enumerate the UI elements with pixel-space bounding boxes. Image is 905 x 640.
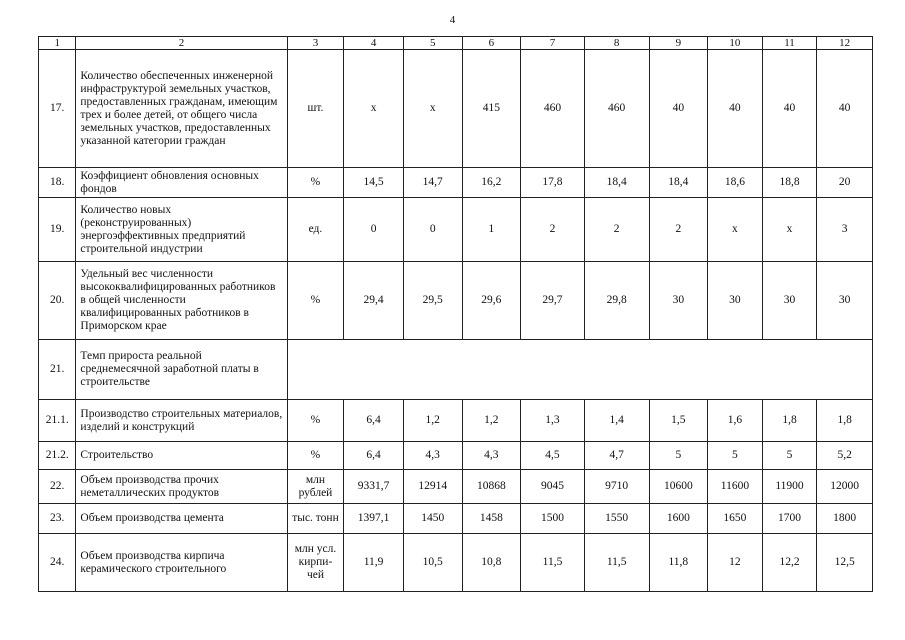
column-header: 8 <box>584 37 649 50</box>
value-cell: 20 <box>817 168 873 198</box>
value-cell: 460 <box>584 50 649 168</box>
value-cell: х <box>708 198 763 262</box>
unit-cell: млн рублей <box>287 470 344 504</box>
value-cell: 1,8 <box>817 400 873 442</box>
column-header: 9 <box>649 37 708 50</box>
value-cell: 11,9 <box>344 534 404 592</box>
row-number: 21.1. <box>39 400 76 442</box>
value-cell: 11900 <box>762 470 817 504</box>
value-cell: 12,2 <box>762 534 817 592</box>
value-cell: 5 <box>649 442 708 470</box>
indicator-name: Коэффициент обновления основных фондов <box>76 168 287 198</box>
value-cell: 6,4 <box>344 400 404 442</box>
row-number: 22. <box>39 470 76 504</box>
value-cell: 11,8 <box>649 534 708 592</box>
column-header: 2 <box>76 37 287 50</box>
value-cell: 18,4 <box>649 168 708 198</box>
indicator-name: Количество новых (реконструированных) энергоэффективных предприятий строительной индустрии <box>76 198 287 262</box>
value-cell: 4,3 <box>462 442 521 470</box>
column-header: 6 <box>462 37 521 50</box>
table-row <box>39 442 873 470</box>
value-cell: 40 <box>762 50 817 168</box>
value-cell: 12000 <box>817 470 873 504</box>
value-cell: 1,6 <box>708 400 763 442</box>
indicator-name: Темп прироста реальной среднемесячной заработной платы в строительстве <box>76 340 287 400</box>
value-cell: 40 <box>649 50 708 168</box>
value-cell: 1,8 <box>762 400 817 442</box>
value-cell: 1397,1 <box>344 504 404 534</box>
indicator-name: Строительство <box>76 442 287 470</box>
value-cell: 1,2 <box>462 400 521 442</box>
value-cell: 0 <box>344 198 404 262</box>
value-cell: 9710 <box>584 470 649 504</box>
value-cell: 1800 <box>817 504 873 534</box>
value-cell: х <box>762 198 817 262</box>
value-cell: 18,4 <box>584 168 649 198</box>
value-cell: 4,5 <box>521 442 585 470</box>
indicator-name: Удельный вес численности высококвалифицированных работников в общей численности квалифицированных работников в Приморском крае <box>76 262 287 340</box>
value-cell: 1,3 <box>521 400 585 442</box>
value-cell: 0 <box>403 198 462 262</box>
indicator-name: Объем производства цемента <box>76 504 287 534</box>
value-cell: 40 <box>708 50 763 168</box>
column-header: 3 <box>287 37 344 50</box>
unit-cell: % <box>287 262 344 340</box>
value-cell: 18,8 <box>762 168 817 198</box>
value-cell: 1500 <box>521 504 585 534</box>
value-cell: 1,2 <box>403 400 462 442</box>
value-cell: 12914 <box>403 470 462 504</box>
column-header: 7 <box>521 37 585 50</box>
unit-cell: шт. <box>287 50 344 168</box>
table-row <box>39 400 873 442</box>
value-cell: 14,5 <box>344 168 404 198</box>
value-cell: 29,5 <box>403 262 462 340</box>
value-cell: 11,5 <box>521 534 585 592</box>
indicator-name: Объем производства прочих неметаллических продуктов <box>76 470 287 504</box>
row-number: 21.2. <box>39 442 76 470</box>
value-cell: 18,6 <box>708 168 763 198</box>
value-cell: 1,4 <box>584 400 649 442</box>
header-row <box>39 37 873 50</box>
table-row <box>39 168 873 198</box>
value-cell: 29,6 <box>462 262 521 340</box>
table-row <box>39 198 873 262</box>
value-cell: 12 <box>708 534 763 592</box>
value-cell: 30 <box>762 262 817 340</box>
value-cell: 11600 <box>708 470 763 504</box>
column-header: 12 <box>817 37 873 50</box>
row-number: 19. <box>39 198 76 262</box>
row-number: 18. <box>39 168 76 198</box>
indicators-table <box>38 36 873 592</box>
indicator-name: Объем производства кирпича керамического строительного <box>76 534 287 592</box>
value-cell: 40 <box>817 50 873 168</box>
value-cell: х <box>403 50 462 168</box>
value-cell: 1650 <box>708 504 763 534</box>
value-cell: 30 <box>649 262 708 340</box>
value-cell: 10,5 <box>403 534 462 592</box>
column-header: 4 <box>344 37 404 50</box>
value-cell: 9045 <box>521 470 585 504</box>
table-row <box>39 534 873 592</box>
column-header: 1 <box>39 37 76 50</box>
value-cell: 2 <box>584 198 649 262</box>
indicator-name: Количество обеспеченных инженерной инфраструктурой земельных участков, предоставленных гражданам, имеющим трех и более детей, от общего числа земельных участков, предоставленных указанной категории граждан <box>76 50 287 168</box>
value-cell: 30 <box>708 262 763 340</box>
value-cell: 30 <box>817 262 873 340</box>
value-cell: 5,2 <box>817 442 873 470</box>
value-cell: 11,5 <box>584 534 649 592</box>
value-cell: 5 <box>762 442 817 470</box>
value-cell: 9331,7 <box>344 470 404 504</box>
value-cell: 5 <box>708 442 763 470</box>
unit-cell: тыс. тонн <box>287 504 344 534</box>
value-cell: 2 <box>521 198 585 262</box>
value-cell: 29,8 <box>584 262 649 340</box>
table-row <box>39 504 873 534</box>
row-number: 21. <box>39 340 76 400</box>
unit-cell: % <box>287 442 344 470</box>
value-cell: 3 <box>817 198 873 262</box>
value-cell: 16,2 <box>462 168 521 198</box>
row-number: 24. <box>39 534 76 592</box>
value-cell: 14,7 <box>403 168 462 198</box>
row-number: 20. <box>39 262 76 340</box>
value-cell: х <box>344 50 404 168</box>
indicator-name: Производство строительных материалов, изделий и конструкций <box>76 400 287 442</box>
value-cell: 12,5 <box>817 534 873 592</box>
unit-cell: млн усл. кирпи-чей <box>287 534 344 592</box>
value-cell: 1,5 <box>649 400 708 442</box>
column-header: 11 <box>762 37 817 50</box>
row-number: 17. <box>39 50 76 168</box>
value-cell: 10,8 <box>462 534 521 592</box>
column-header: 10 <box>708 37 763 50</box>
value-cell: 1450 <box>403 504 462 534</box>
value-cell: 4,3 <box>403 442 462 470</box>
value-cell: 1600 <box>649 504 708 534</box>
value-cell: 29,7 <box>521 262 585 340</box>
unit-cell: % <box>287 400 344 442</box>
value-cell: 1 <box>462 198 521 262</box>
unit-cell: % <box>287 168 344 198</box>
merged-empty-cell <box>287 340 872 400</box>
table-row <box>39 470 873 504</box>
value-cell: 415 <box>462 50 521 168</box>
value-cell: 29,4 <box>344 262 404 340</box>
value-cell: 17,8 <box>521 168 585 198</box>
value-cell: 10600 <box>649 470 708 504</box>
value-cell: 460 <box>521 50 585 168</box>
value-cell: 1700 <box>762 504 817 534</box>
value-cell: 4,7 <box>584 442 649 470</box>
value-cell: 2 <box>649 198 708 262</box>
table-row <box>39 262 873 340</box>
value-cell: 1550 <box>584 504 649 534</box>
table-row <box>39 340 873 400</box>
row-number: 23. <box>39 504 76 534</box>
unit-cell: ед. <box>287 198 344 262</box>
value-cell: 1458 <box>462 504 521 534</box>
column-header: 5 <box>403 37 462 50</box>
page-number: 4 <box>449 14 456 26</box>
value-cell: 10868 <box>462 470 521 504</box>
table-row <box>39 50 873 168</box>
value-cell: 6,4 <box>344 442 404 470</box>
